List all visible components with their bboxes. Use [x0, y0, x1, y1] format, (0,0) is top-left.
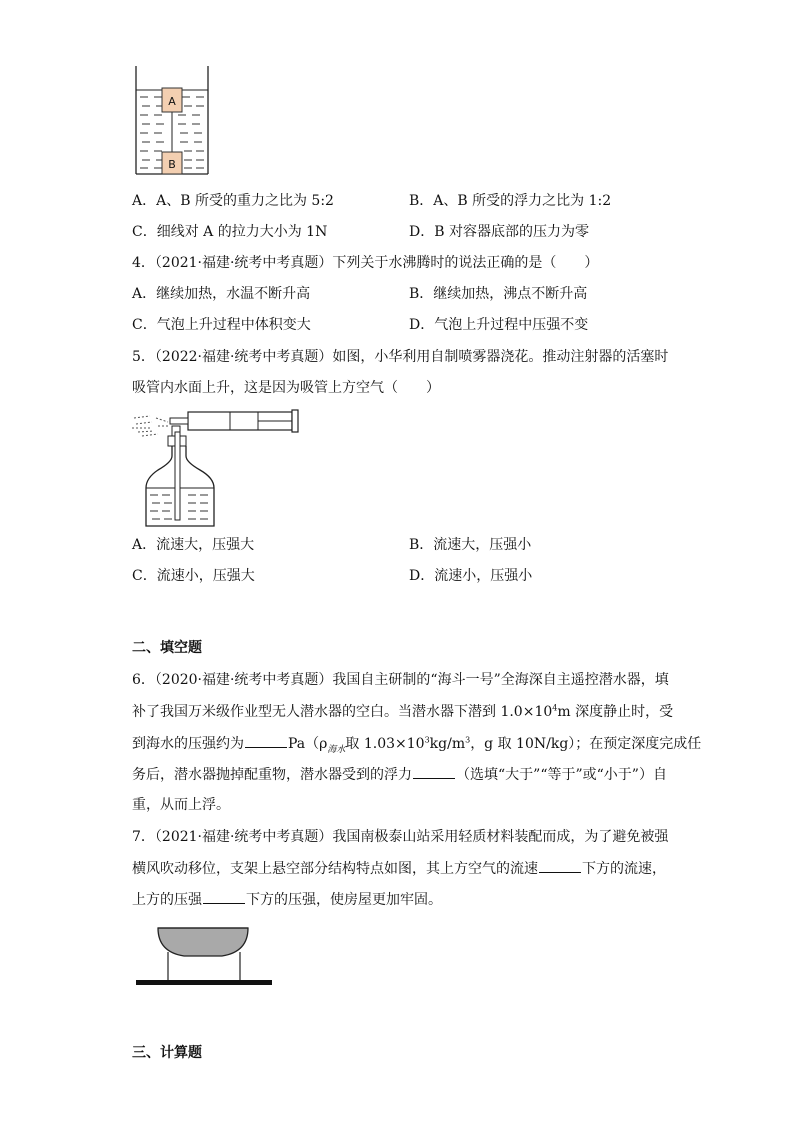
section-2-title: 二、填空题	[132, 640, 202, 656]
q3-option-b: B．A、B 所受的浮力之比为 1:2	[409, 193, 612, 209]
q5-option-c: C．流速小，压强大	[132, 568, 255, 584]
q5-stem-line2: 吸管内水面上升，这是因为吸管上方空气（ ）	[132, 380, 440, 396]
block-a-label: A	[168, 95, 176, 108]
straw	[175, 432, 180, 520]
q6-line2: 补了我国万米级作业型无人潜水器的空白。当潜水器下潜到 $1.0\times 10^4m$ 深度静止时，受	[132, 703, 674, 720]
q6-line4: 务后，潜水器抛掉配重物，潜水器受到的浮力 （选填“大于”“等于”或“小于”）自	[132, 764, 667, 785]
q7-blank-1	[539, 858, 581, 873]
block-b-label: B	[168, 158, 176, 171]
q4-option-a: A．继续加热，水温不断升高	[132, 286, 311, 302]
q4-option-b: B．继续加热，沸点不断升高	[409, 286, 588, 302]
ground	[136, 980, 272, 985]
q6-blank-2	[413, 764, 455, 779]
q3-option-d: D．B 对容器底部的压力为零	[409, 224, 589, 240]
q4-option-d: D．气泡上升过程中压强不变	[409, 317, 589, 333]
q7-line3: 上方的压强 下方的压强，使房屋更加牢固。	[132, 889, 442, 910]
station-body	[158, 928, 248, 956]
q6-blank-1	[245, 733, 287, 748]
section-3-title: 三、计算题	[132, 1045, 202, 1061]
sprayer-figure	[128, 404, 304, 530]
q5-option-d: D．流速小，压强小	[409, 568, 533, 584]
q5-option-a: A．流速大，压强大	[132, 537, 255, 553]
q3-option-c: C．细线对 A 的拉力大小为 1N	[132, 224, 328, 240]
q4-option-c: C．气泡上升过程中体积变大	[132, 317, 311, 333]
q6-line1: 6．（2020·福建·统考中考真题）我国自主研制的“海斗一号”全海深自主遥控潜水器，填	[132, 672, 669, 688]
syringe-plunger	[292, 410, 298, 432]
container-figure	[128, 64, 216, 176]
q7-blank-2	[203, 889, 245, 904]
q5-stem-line1: 5．（2022·福建·统考中考真题）如图，小华利用自制喷雾器浇花。推动注射器的活塞时	[132, 349, 669, 365]
station-figure	[134, 922, 276, 992]
q7-line2: 横风吹动移位，支架上悬空部分结构特点如图，其上方空气的流速 下方的流速，	[132, 858, 666, 879]
q7-line1: 7．（2021·福建·统考中考真题）我国南极泰山站采用轻质材料装配而成，为了避免被强	[132, 829, 669, 845]
q5-option-b: B．流速大，压强小	[409, 537, 532, 553]
q6-line5: 重，从而上浮。	[132, 797, 230, 813]
q3-option-a: A．A、B 所受的重力之比为 5:2	[132, 193, 334, 209]
q6-line3: 到海水的压强约为 $Pa(\rho_{海水}$取 $1.03\times 10^3kg/m^3$，g 取 10N/kg）；在预定深度完成任	[132, 733, 701, 760]
q4-stem: 4．（2021·福建·统考中考真题）下列关于水沸腾时的说法正确的是（ ）	[132, 255, 599, 271]
